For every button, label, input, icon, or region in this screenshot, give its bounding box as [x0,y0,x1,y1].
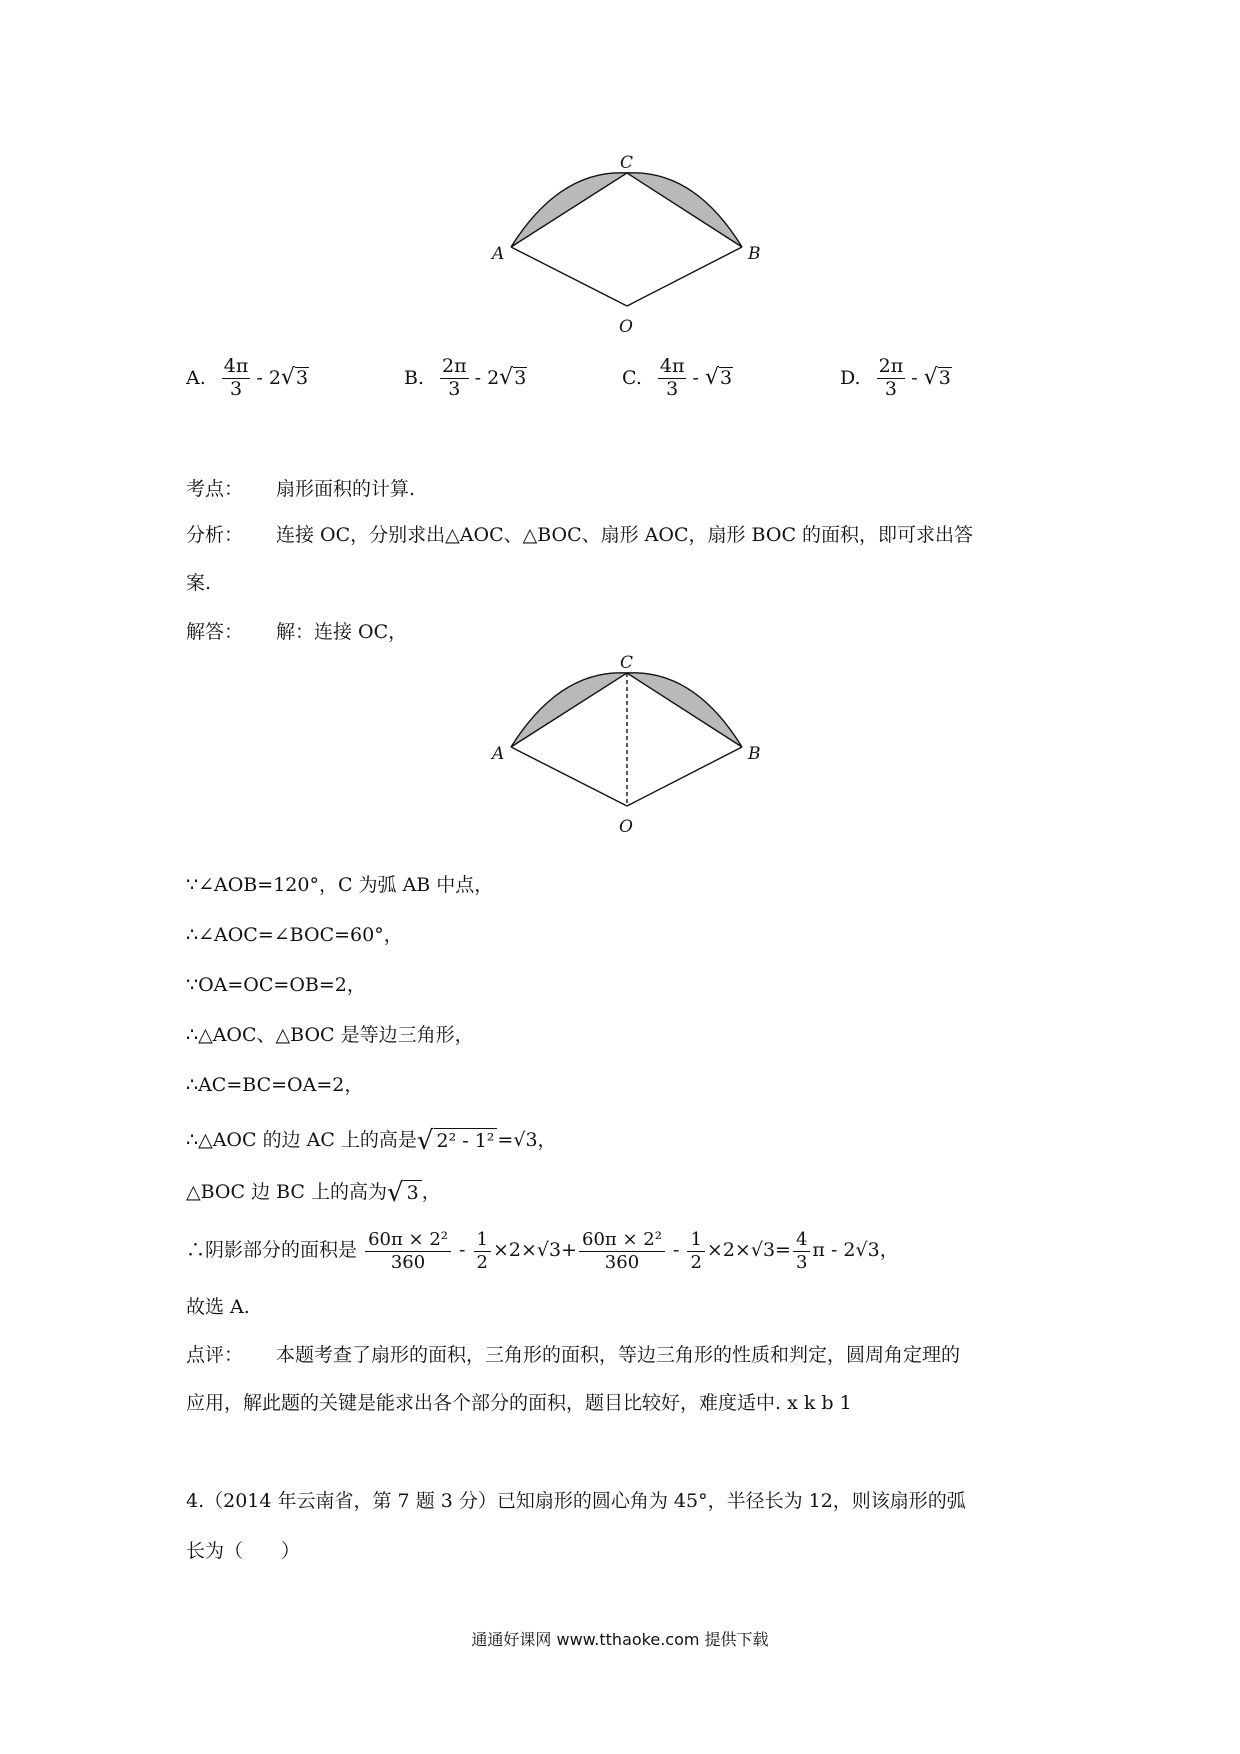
choice-c [622,348,733,408]
radicand: 3 [514,367,527,390]
denominator: 3 [795,1251,808,1273]
numerator: 2π [878,354,904,377]
step-text: π - 2√3， [812,1239,899,1261]
radicand: 3 [938,367,951,390]
choice-label: D. [840,367,861,389]
radius-ob [627,247,742,306]
minus-sign: - [256,367,263,389]
step-5: ∴AC=BC=OA=2， [186,1074,364,1096]
question-4-line-2: 长为（ ） [186,1540,301,1562]
numerator: 60π × 2² [579,1229,665,1252]
radius-ob [627,747,742,806]
minus-sign: - [474,367,482,389]
label-a: A [492,244,505,264]
step-4: ∴△AOC、△BOC 是等边三角形， [186,1024,474,1046]
fraction [793,1229,810,1273]
square-root: √ 3 [280,365,309,390]
page-footer: 通通好课网 www.tthaoke.com 提供下载 [471,1630,769,1649]
step-text: =√3， [497,1129,557,1151]
step-text: ∴阴影部分的面积是 [186,1239,358,1261]
fraction [579,1229,665,1273]
step-1: ∵∠AOB=120°，C 为弧 AB 中点， [186,874,494,896]
step-text: ∴△AOC 的边 AC 上的高是 [186,1129,417,1151]
minus-sign: - [911,367,918,389]
radicand: 3 [719,367,733,390]
radicand: 2² - 1² [434,1128,498,1154]
section-text: 解：连接 OC， [276,621,408,643]
step-text: ， [421,1181,441,1203]
answer-choices [186,348,1086,408]
denominator: 3 [448,377,461,400]
section-head: 解答： [186,621,244,643]
denominator: 360 [604,1251,640,1273]
label-o: O [619,317,633,337]
numerator: 1 [687,1229,704,1252]
step-text: △BOC 边 BC 上的高为 [186,1181,388,1203]
denominator: 3 [884,377,897,400]
section-text: 扇形面积的计算. [276,478,416,500]
section-text: 本题考查了扇形的面积，三角形的面积，等边三角形的性质和判定，圆周角定理的 [276,1344,961,1366]
label-c: C [620,153,634,173]
fraction [222,356,251,401]
denominator: 2 [690,1251,702,1273]
step-7 [186,1172,1066,1212]
step-9: 故选 A. [186,1296,250,1318]
numerator: 4π [223,354,249,377]
label-o: O [619,817,633,837]
radius-oa [511,247,627,306]
fraction [658,356,687,401]
choice-label: C. [622,367,642,389]
label-c: C [620,653,634,673]
radicand: 3 [295,367,309,390]
kaodian-line [186,474,1066,504]
label-a: A [492,744,505,764]
square-root: √ 2² - 1² [417,1128,498,1154]
denominator: 360 [390,1251,426,1273]
sector-diagram-with-oc [480,653,780,840]
operator: ×2×√3= [706,1239,791,1261]
square-root: √ 3 [704,365,733,390]
numerator: 60π × 2² [365,1229,451,1252]
step-8 [186,1220,1066,1280]
operator: - [459,1239,466,1261]
choice-label: B. [404,367,425,389]
section-head: 考点： [186,478,244,500]
square-root: √ 3 [387,1180,422,1206]
fraction [687,1229,704,1273]
choice-label: A. [186,367,206,389]
section-text: 连接 OC，分别求出△AOC、△BOC、扇形 AOC，扇形 BOC 的面积，即可求出答 [276,524,974,546]
shaded-segment-cb [627,173,742,247]
fraction [877,356,906,401]
radius-oa [511,747,627,806]
dianping-line [186,1340,1066,1370]
square-root: √ 3 [923,365,951,390]
denominator: 3 [230,377,243,400]
numerator: 4π [659,354,685,377]
fraction [474,1229,491,1273]
numerator: 1 [474,1229,491,1252]
choice-b [404,348,527,408]
step-3: ∵OA=OC=OB=2， [186,974,366,996]
sector-diagram [480,153,780,340]
denominator: 2 [476,1251,488,1273]
minus-sign: - [692,367,699,389]
fraction [365,1229,451,1273]
radicand: 3 [404,1180,422,1206]
section-head: 点评： [186,1344,244,1366]
dianping-continuation: 应用，解此题的关键是能求出各个部分的面积，题目比较好，难度适中. x k b 1 [186,1392,852,1414]
shaded-segment-ac [511,173,627,247]
fraction [440,356,469,401]
coefficient: 2 [487,367,500,389]
choice-a [186,348,309,408]
jieda-line [186,617,1066,647]
fenxi-line [186,520,1066,550]
operator: ×2×√3+ [492,1239,578,1261]
label-b: B [748,244,761,264]
operator: - [673,1239,680,1261]
question-4-line-1: 4.（2014 年云南省，第 7 题 3 分）已知扇形的圆心角为 45°，半径长为 12，则该扇形的弧 [186,1490,966,1512]
step-6 [186,1118,1066,1162]
shaded-segment-cb [627,673,742,747]
numerator: 4 [793,1229,810,1252]
denominator: 3 [666,377,679,400]
square-root: √ 3 [499,365,527,390]
fenxi-continuation: 案. [186,572,212,594]
sector-figure-1 [480,153,780,340]
numerator: 2π [442,354,467,377]
section-head: 分析： [186,524,244,546]
label-b: B [748,744,761,764]
sector-figure-2 [480,653,780,840]
step-2: ∴∠AOC=∠BOC=60°， [186,924,403,946]
choice-d [840,348,952,408]
coefficient: 2 [268,367,281,389]
shaded-segment-ac [511,673,627,747]
